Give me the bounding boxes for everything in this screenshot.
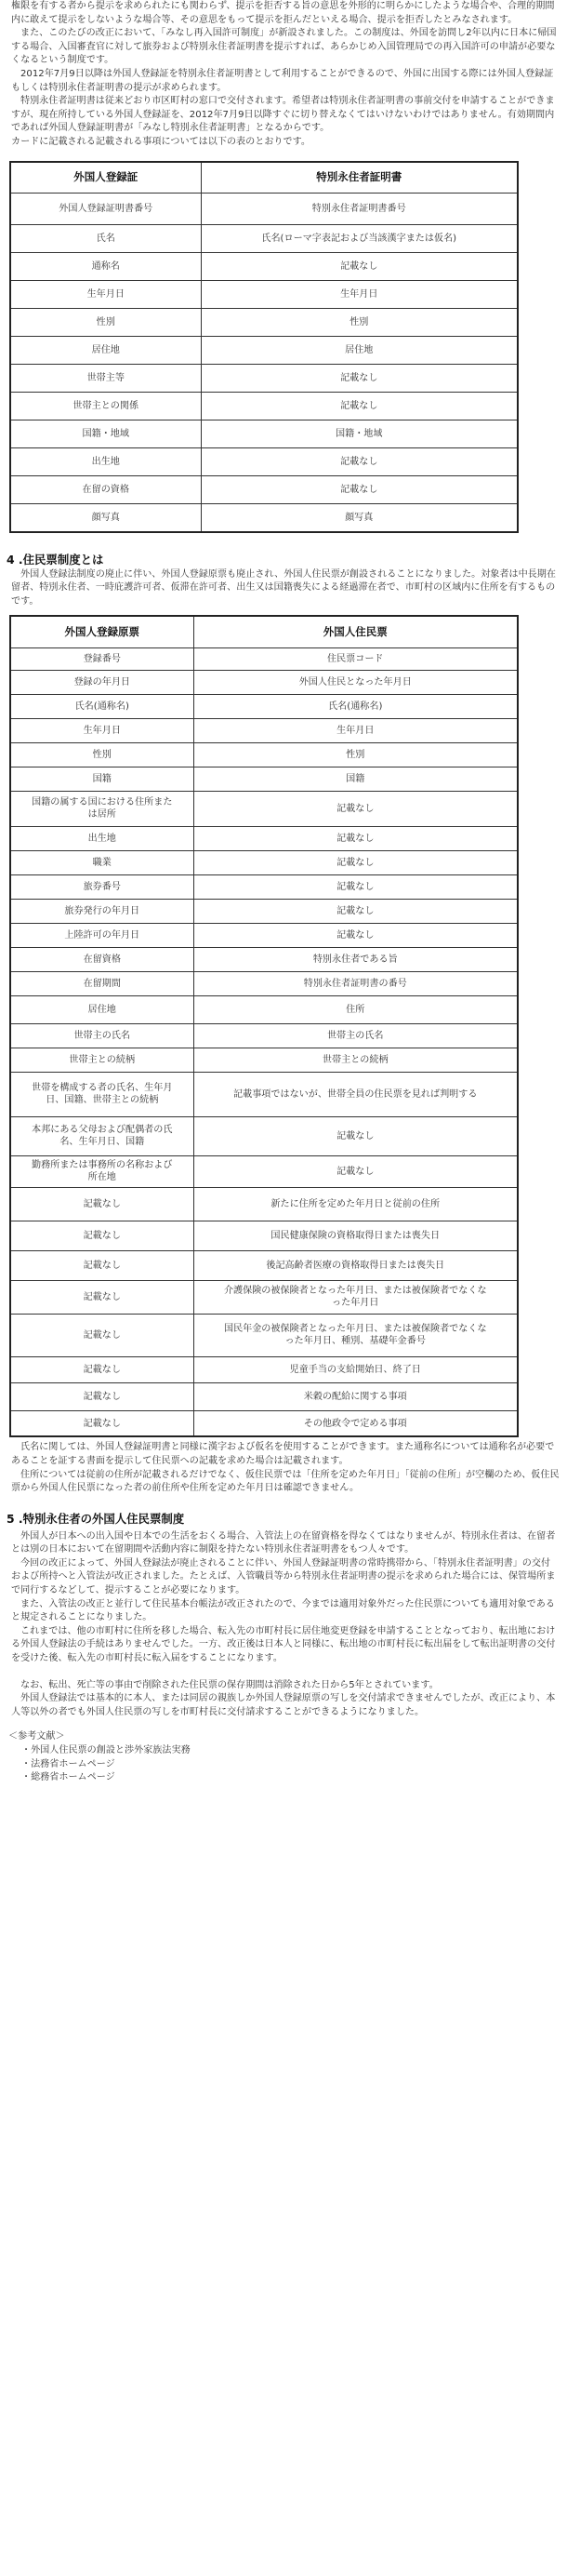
table-row (10, 899, 518, 923)
table-cell: 世帯主との続柄 (193, 1048, 518, 1072)
card-comparison-table (9, 161, 519, 533)
table-cell: 世帯主との関係 (10, 393, 201, 420)
table-row (10, 1155, 518, 1187)
table-header: 外国人住民票 (193, 616, 518, 647)
table-cell: 特別永住者である旨 (193, 947, 518, 971)
table-cell: 記載なし (193, 899, 518, 923)
table-row (10, 504, 518, 532)
table-cell: 性別 (10, 742, 193, 767)
spacer (7, 1666, 567, 1679)
table-cell: 国籍 (193, 767, 518, 791)
registry-comparison-table (9, 615, 519, 1437)
table-row (10, 971, 518, 995)
table-cell: 外国人住民となった年月日 (193, 670, 518, 694)
table-cell: 特別永住者証明書の番号 (193, 971, 518, 995)
table-cell: 世帯主等 (10, 365, 201, 393)
table-cell: 国籍・地域 (201, 420, 518, 448)
table-row (10, 1250, 518, 1280)
paragraph: 今回の改正によって、外国人登録法が廃止されることに伴い、外国人登録証明書の常時携帯から、「特別永住者証明書」の交付および所持へと入管法が改正されました。たとえば、入管職員等から特別永住者証明書の提示を求められた場合には、保管場所まで同行するなどして、提示することが必要になります。 (11, 1557, 556, 1596)
table-cell: 性別 (10, 309, 201, 337)
table-header: 外国人登録証 (10, 162, 201, 194)
table-cell: 住所 (193, 995, 518, 1023)
table-cell: 生年月日 (10, 281, 201, 309)
table-row (10, 923, 518, 947)
table-row (10, 995, 518, 1023)
table-row (10, 253, 518, 281)
table-cell: 記載なし (193, 1155, 518, 1187)
table-row (10, 448, 518, 476)
table-cell: 登録の年月日 (10, 670, 193, 694)
table-row (10, 393, 518, 420)
table-row (10, 1356, 518, 1382)
table-cell: 生年月日 (201, 281, 518, 309)
table-row (10, 420, 518, 448)
table-cell: 記載なし (193, 1116, 518, 1155)
table-cell: 在留資格 (10, 947, 193, 971)
table-cell: 顔写真 (10, 504, 201, 532)
reference-item: ・ 法務省ホームページ (21, 1758, 567, 1772)
paragraph: これまでは、他の市町村に住所を移した場合、転入先の市町村長に居住地変更登録を申請することとなっており、転出地における外国人登録法の手続はありませんでした。一方、改正後は日本人と同様に、転出地の市町村長に転出届をして転出証明書の交付を受けた後、転入先の市町村長に転入届をすることになります。 (11, 1625, 556, 1664)
table-cell: 氏名(ローマ字表記および当該漢字または仮名) (201, 225, 518, 253)
table-row (10, 670, 518, 694)
table-cell: 通称名 (10, 253, 201, 281)
table-cell: 記載なし (201, 476, 518, 504)
table-header: 外国人登録原票 (10, 616, 193, 647)
table-cell: 住民票コード (193, 647, 518, 670)
table-cell: 職業 (10, 850, 193, 874)
reference-item: ・ 総務省ホームページ (21, 1771, 567, 1785)
table-cell: 生年月日 (193, 718, 518, 742)
paragraph: 2012年7月9日以降は外国人登録証を特別永住者証明書として利用することができるので、外国に出国する際には外国人登録証もしくは特別永住者証明書の提示が求められます。 (11, 68, 554, 93)
table-cell: 記載なし (10, 1356, 193, 1382)
table-cell: 記載なし (193, 923, 518, 947)
table-cell: 生年月日 (10, 718, 193, 742)
table-cell: 在留の資格 (10, 476, 201, 504)
references-heading: ＜参考文献＞ (8, 1731, 65, 1742)
table-cell: 氏名(通称名) (193, 694, 518, 718)
table-cell: 性別 (201, 309, 518, 337)
table-cell: 記載なし (10, 1187, 193, 1221)
paragraph: 外国人登録法では基本的に本人、または同居の親族しか外国人登録原票の写しを交付請求できませんでしたが、改正により、本人等以外の者でも外国人住民票の写しを市町村長に交付請求することができるようになりました。 (11, 1693, 556, 1717)
references-list (8, 1744, 567, 1785)
reference-item: ・ 外国人住民票の創設と渉外家族法実務 (21, 1744, 567, 1758)
table-cell: 記載なし (193, 826, 518, 850)
table-row (10, 1116, 518, 1155)
table-row (10, 281, 518, 309)
table-cell: 世帯主の氏名 (10, 1023, 193, 1048)
table-row (10, 850, 518, 874)
table-cell: 米穀の配給に関する事項 (193, 1382, 518, 1410)
table-row (10, 874, 518, 899)
after-table-section (7, 1441, 567, 1495)
table-cell: 国籍 (10, 767, 193, 791)
table-cell: 世帯を構成する者の氏名、生年月日、国籍、世帯主との続柄 (10, 1072, 193, 1116)
table-cell: 記載なし (201, 448, 518, 476)
section-body (7, 568, 567, 609)
table-cell: 国民年金の被保険者となった年月日、または被保険者でなくなった年月日、種別、基礎年金番号 (193, 1314, 518, 1356)
table-row (10, 742, 518, 767)
table-cell: 性別 (193, 742, 518, 767)
table-row (10, 337, 518, 365)
table-cell: 介護保険の被保険者となった年月日、または被保険者でなくなった年月日 (193, 1280, 518, 1314)
table-cell: 児童手当の支給開始日、終了日 (193, 1356, 518, 1382)
table-cell: 記載なし (201, 365, 518, 393)
paragraph: また、このたびの改正において、「みなし再入国許可制度」が新設されました。この制度は、外国を訪問し2年以内に日本に帰国する場合、入国審査官に対して旅券および特別永住者証明書を提示すれば、あらかじめ入国管理局での再入国許可の申請が必要なくなるという制度です。 (11, 28, 557, 66)
table-cell: 特別永住者証明書番号 (201, 194, 518, 225)
table-cell: 記載なし (10, 1280, 193, 1314)
table-cell: 勤務所または事務所の名称および所在地 (10, 1155, 193, 1187)
table-cell: 新たに住所を定めた年月日と従前の住所 (193, 1187, 518, 1221)
table-row (10, 1221, 518, 1250)
table-row (10, 791, 518, 826)
paragraph: カードに記載される記載される事項については以下の表のとおりです。 (11, 136, 310, 147)
table-cell: 外国人登録証明書番号 (10, 194, 201, 225)
table-row (10, 365, 518, 393)
table-cell: 記載なし (193, 791, 518, 826)
table-row (10, 1280, 518, 1314)
table-cell: 記載なし (193, 874, 518, 899)
references (7, 1730, 567, 1784)
table-row (10, 694, 518, 718)
intro-section (7, 0, 567, 150)
table-cell: 氏名 (10, 225, 201, 253)
table-cell: 旅券番号 (10, 874, 193, 899)
paragraph: なお、転出、死亡等の事由で削除された住民票の保存期間は消除された日から5年とされています。 (20, 1679, 439, 1690)
table-cell: 記載なし (193, 850, 518, 874)
paragraph: 権限を有する者から提示を求められたにも関わらず、提示を拒否する旨の意思を外形的に明らかにしたような場合や、合理的期間内に敢えて提示をしないような場合等、その意思をもって提示を拒んだといえる場合、提示を拒否したとみなされます。 (11, 1, 555, 25)
table-cell: 居住地 (10, 995, 193, 1023)
table-cell: 顔写真 (201, 504, 518, 532)
table-row (10, 718, 518, 742)
paragraph: 特別永住者証明書は従来どおり市区町村の窓口で交付されます。希望者は特別永住者証明書の事前交付を申請することができますが、現在所持している外国人登録証を、2012年7月9日以降すぐに切り替えなくてはいけないわけではありません。有効期間内であれば外国人登録証明書が「みなし特別永住者証明書」となるからです。 (11, 96, 555, 134)
table-row (10, 225, 518, 253)
table-cell: 記載なし (10, 1221, 193, 1250)
section-body (7, 1530, 567, 1720)
table-cell: 居住地 (201, 337, 518, 365)
table-cell: 記載なし (10, 1250, 193, 1280)
table-cell: 上陸許可の年月日 (10, 923, 193, 947)
section-heading: 4 .住民票制度とは (7, 552, 104, 567)
table-cell: 本邦にある父母および配偶者の氏名、生年月日、国籍 (10, 1116, 193, 1155)
table-row (10, 1314, 518, 1356)
table-cell: 出生地 (10, 448, 201, 476)
table-cell: 記載なし (10, 1382, 193, 1410)
table-row (10, 767, 518, 791)
table-row (10, 1410, 518, 1436)
table-row (10, 309, 518, 337)
table-cell: その他政令で定める事項 (193, 1410, 518, 1436)
table-row (10, 947, 518, 971)
table-header: 特別永住者証明書 (201, 162, 518, 194)
table-cell: 後記高齢者医療の資格取得日または喪失日 (193, 1250, 518, 1280)
table-row (10, 1187, 518, 1221)
table-cell: 記載事項ではないが、世帯全員の住民票を見れば判明する (193, 1072, 518, 1116)
table-cell: 世帯主の氏名 (193, 1023, 518, 1048)
paragraph: 住所については従前の住所が記載されるだけでなく、仮住民票では「住所を定めた年月日」「従前の住所」が空欄のため、仮住民票から外国人住民票になった者の前住所や住所を定めた年月日は確認できません。 (11, 1469, 560, 1494)
table-cell: 在留期間 (10, 971, 193, 995)
paragraph: また、入管法の改正と並行して住民基本台帳法が改正されたので、今までは適用対象外だった住民票についても適用対象であると規定されることになりました。 (11, 1598, 555, 1623)
table-cell: 氏名(通称名) (10, 694, 193, 718)
paragraph: 外国人が日本への出入国や日本での生活をおくる場合、入管法上の在留資格を得なくてはなりませんが、特別永住者は、在留者とは別の日本において在留期間や活動内容に制限を持たない特別永住者証明書をもつ人々です。 (11, 1530, 556, 1555)
table-row (10, 1072, 518, 1116)
table-cell: 記載なし (10, 1314, 193, 1356)
table-cell: 旅券発行の年月日 (10, 899, 193, 923)
table-row (10, 1382, 518, 1410)
table-cell: 国籍・地域 (10, 420, 201, 448)
table-row (10, 826, 518, 850)
paragraph: 氏名に関しては、外国人登録証明書と同様に漢字および仮名を使用することができます。また通称名については通称名が必要であることを証する書面を提示して住民票への記載を求めた場合は記載されます。 (11, 1442, 555, 1466)
table-cell: 出生地 (10, 826, 193, 850)
table-cell: 記載なし (10, 1410, 193, 1436)
table-cell: 世帯主との続柄 (10, 1048, 193, 1072)
table-cell: 居住地 (10, 337, 201, 365)
table-cell: 記載なし (201, 253, 518, 281)
table-cell: 登録番号 (10, 647, 193, 670)
table-row (10, 1048, 518, 1072)
table-cell: 国籍の属する国における住所または居所 (10, 791, 193, 826)
section-heading: 5 .特別永住者の外国人住民票制度 (7, 1511, 185, 1526)
table-row (10, 1023, 518, 1048)
table-row (10, 647, 518, 670)
table-cell: 国民健康保険の資格取得日または喪失日 (193, 1221, 518, 1250)
paragraph: 外国人登録法制度の廃止に伴い、外国人登録原票も廃止され、外国人住民票が創設されることになりました。対象者は中長期在留者、特別永住者、一時庇護許可者、仮滞在許可者、出生又は国籍喪失による経過滞在者で、市町村の区域内に住所を有するものです。 (11, 568, 556, 607)
table-cell: 記載なし (201, 393, 518, 420)
table-row (10, 476, 518, 504)
table-row (10, 194, 518, 225)
